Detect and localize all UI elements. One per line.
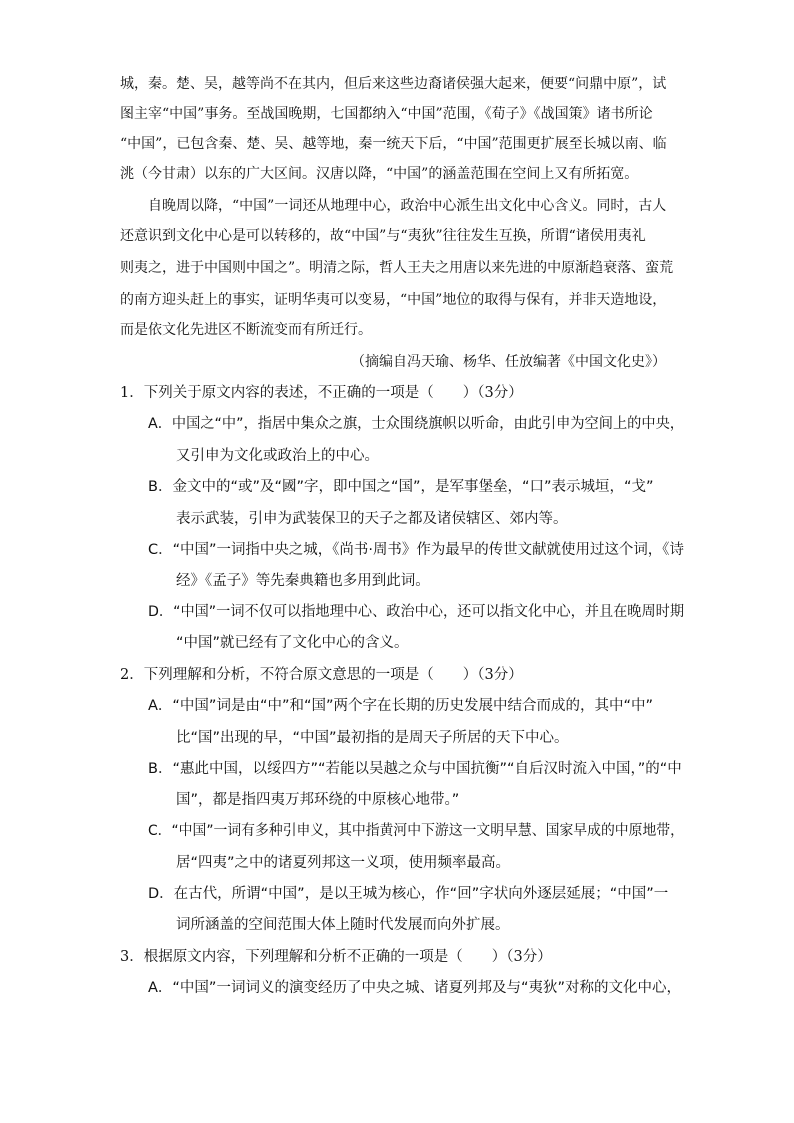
passage-source: （摘编自冯天瑜、杨华、任放编著《中国文化史》） — [351, 354, 666, 370]
option-a-line-2: 又引申为文化或政治上的中心。 — [176, 448, 379, 464]
option-c-line-1: C．“中国”一词指中央之城，《尚书·周书》作为最早的传世文献就使用过这个词，《诗 — [148, 542, 684, 558]
option-a-line-1: A．“中国”一词词义的演变经历了中央之城、诸夏列邦及与“夷狄”对称的文化中心， — [148, 980, 681, 996]
option-d-line-2: 词所涵盖的空间范围大体上随时代发展而向外扩展。 — [176, 917, 510, 933]
option-c-line-2: 经》《孟子》等先秦典籍也多用到此词。 — [176, 573, 430, 589]
option-a-line-1: A．“中国”词是由“中”和“国”两个字在长期的历史发展中结合而成的，其中“中” — [148, 698, 654, 714]
passage-line: 的南方迎头赶上的事实，证明华夷可以变易，“中国”地位的取得与保有，并非天造地设， — [120, 292, 667, 308]
question-stem: 1．下列关于原文内容的表述，不正确的一项是（ ）（3分） — [120, 385, 523, 401]
passage-line: 则夷之，进于中国则中国之”。明清之际，哲人王夫之用唐以来先进的中原渐趋衰落、蛮荒 — [120, 260, 674, 276]
passage-line: 而是依文化先进区不断流变而有所迁行。 — [120, 322, 372, 338]
option-a-line-2: 比“国”出现的早，“中国”最初指的是周天子所居的天下中心。 — [176, 730, 569, 746]
option-b-line-2: 表示武装，引申为武装保卫的天子之都及诸侯辖区、郊内等。 — [176, 511, 568, 527]
question-stem: 3．根据原文内容，下列理解和分析不正确的一项是（ ）（3分） — [120, 949, 552, 965]
passage-line: “中国”，已包含秦、楚、吴、越等地，秦一统天下后，“中国”范围更扩展至长城以南、临 — [120, 136, 667, 152]
option-d-line-1: D．“中国”一词不仅可以指地理中心、政治中心，还可以指文化中心，并且在晚周时期 — [148, 604, 685, 620]
option-c-line-2: 居“四夷”之中的诸夏列邦这一义项，使用频率最高。 — [176, 855, 511, 871]
passage-line: 洮（今甘肃）以东的广大区间。汉唐以降，“中国”的涵盖范围在空间上又有所拓宽。 — [120, 166, 639, 182]
option-b-line-1: B．金文中的“或”及“國”字，即中国之“国”，是军事堡垒，“口”表示城垣，“戈” — [148, 479, 654, 495]
option-b-line-2: 国”，都是指四夷万邦环绕的中原核心地带。” — [176, 792, 460, 808]
passage-line: 城，秦。楚、吴，越等尚不在其内，但后来这些边裔诸侯强大起来，便要“问鼎中原”，试 — [120, 76, 667, 92]
option-d-line-1: D．在古代，所谓“中国”，是以王城为核心，作“回”字状向外逐层延展；“中国”一 — [148, 886, 669, 902]
passage-line: 自晚周以降，“中国”一词还从地理中心，政治中心派生出文化中心含义。同时，古人 — [148, 198, 667, 214]
question-stem: 2．下列理解和分析，不符合原文意思的一项是（ ）（3分） — [120, 667, 523, 683]
option-d-line-2: “中国”就已经有了文化中心的含义。 — [176, 635, 409, 651]
passage-line: 图主宰“中国”事务。至战国晚期，七国都纳入“中国”范围，《荀子》《战国策》诸书所论 — [120, 106, 653, 122]
option-a-line-1: A．中国之“中”，指居中集众之旗，士众围绕旗帜以听命，由此引申为空间上的中央， — [148, 416, 685, 432]
passage-line: 还意识到文化中心是可以转移的，故“中国”与“夷狄”往往发生互换，所谓“诸侯用夷礼 — [120, 228, 646, 244]
option-c-line-1: C．“中国”一词有多种引申义，其中指黄河中下游这一文明早慧、国家早成的中原地带， — [148, 823, 684, 839]
option-b-line-1: B．“惠此中国，以绥四方”“若能以吴越之众与中国抗衡”“自后汉时流入中国，”的“中 — [148, 761, 682, 777]
